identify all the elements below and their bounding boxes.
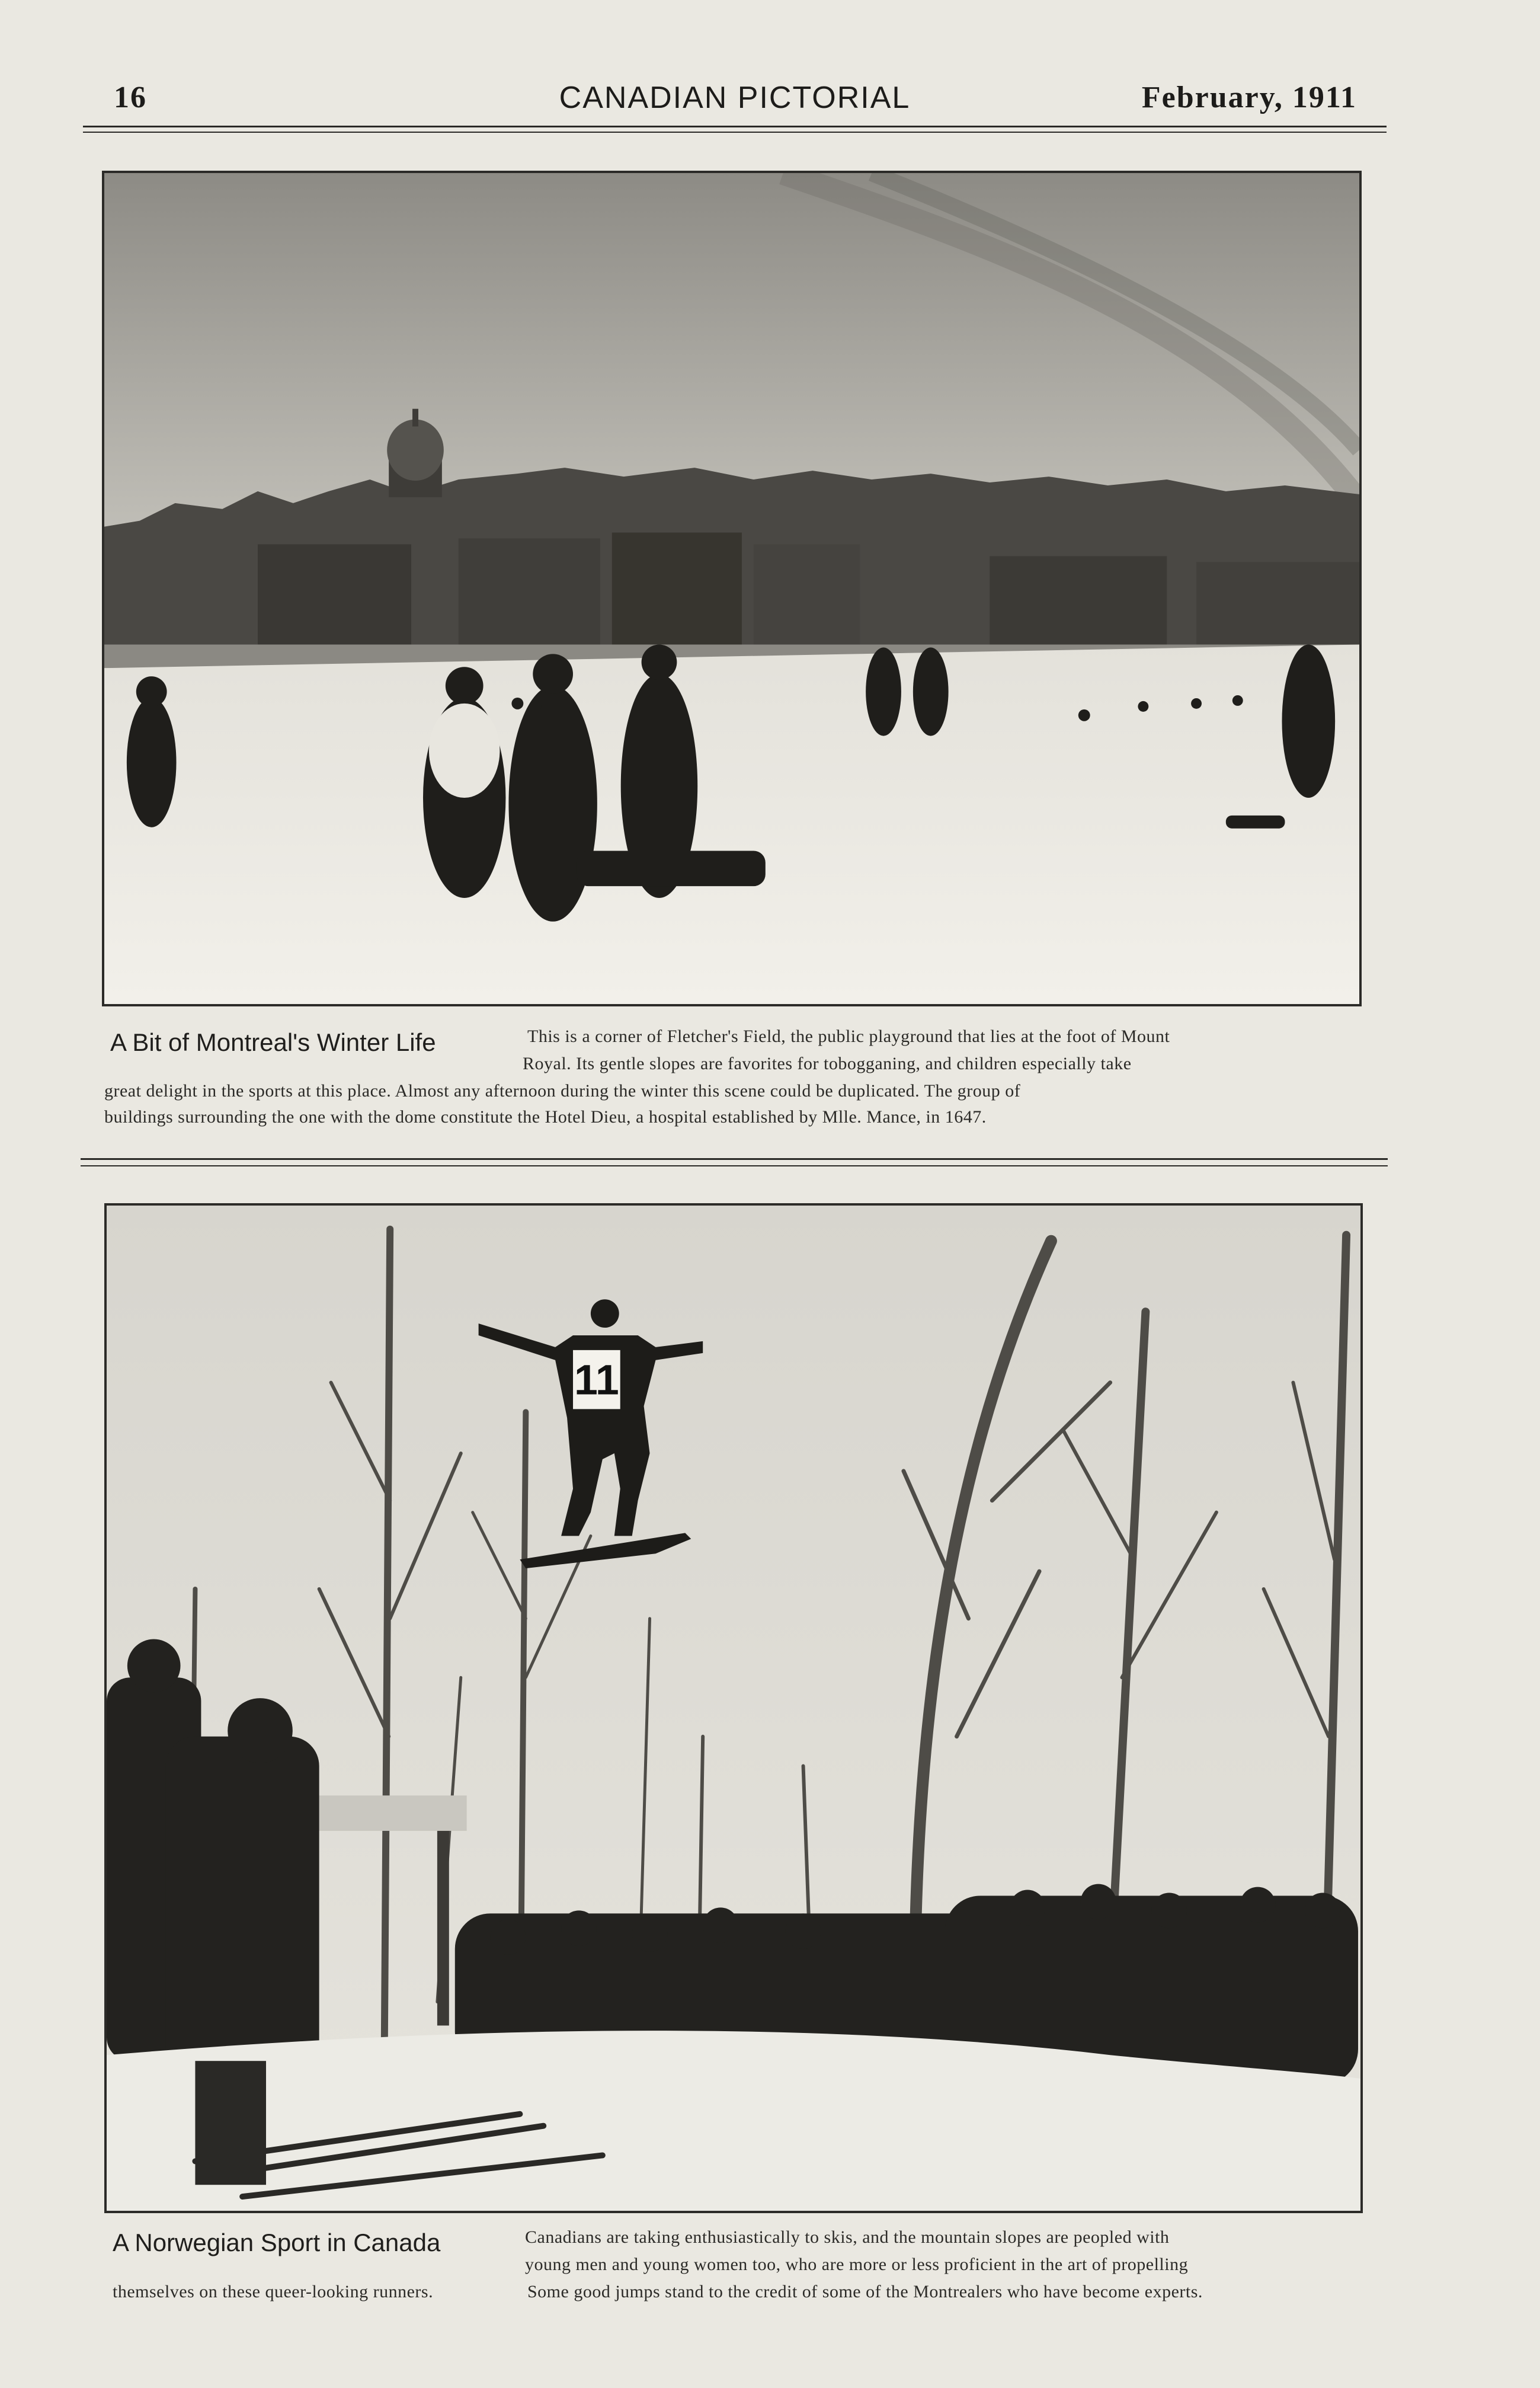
caption-line: Royal. Its gentle slopes are favorites for tobogganing, and children especially take xyxy=(523,1054,1132,1073)
publication-title: CANADIAN PICTORIAL xyxy=(559,81,911,115)
montreal-winter-photo xyxy=(102,171,1362,1006)
caption-line: themselves on these queer-looking runners. xyxy=(113,2282,434,2301)
ski-jump-illustration xyxy=(107,1206,1360,2211)
bib-number: 11 xyxy=(574,1356,619,1404)
caption-line: great delight in the sports at this place. Almost any afternoon during the winter this scene could be duplicated. The group of xyxy=(104,1081,1021,1101)
caption-line: Some good jumps stand to the credit of some of the Montrealers who have become experts. xyxy=(527,2282,1203,2301)
page-header xyxy=(83,80,1387,127)
caption-line: young men and young women too, who are more or less proficient in the art of propelling xyxy=(525,2255,1189,2274)
header-rule-secondary xyxy=(83,132,1387,133)
header-rule xyxy=(83,126,1387,127)
section-divider-secondary xyxy=(81,1165,1388,1166)
article-title: A Norwegian Sport in Canada xyxy=(113,2229,441,2256)
ski-jump-photo xyxy=(104,1203,1363,2213)
montreal-winter-illustration xyxy=(104,173,1359,1004)
caption-line: buildings surrounding the one with the dome constitute the Hotel Dieu, a hospital established by Mlle. Mance, in 1647. xyxy=(104,1107,987,1127)
caption-line: This is a corner of Fletcher's Field, the public playground that lies at the foot of Mount xyxy=(527,1027,1170,1046)
caption-line: Canadians are taking enthusiastically to skis, and the mountain slopes are peopled with xyxy=(525,2227,1170,2247)
issue-date: February, 1911 xyxy=(1141,81,1357,114)
article-title: A Bit of Montreal's Winter Life xyxy=(110,1028,436,1056)
section-divider xyxy=(81,1158,1388,1160)
page-number: 16 xyxy=(114,81,147,114)
